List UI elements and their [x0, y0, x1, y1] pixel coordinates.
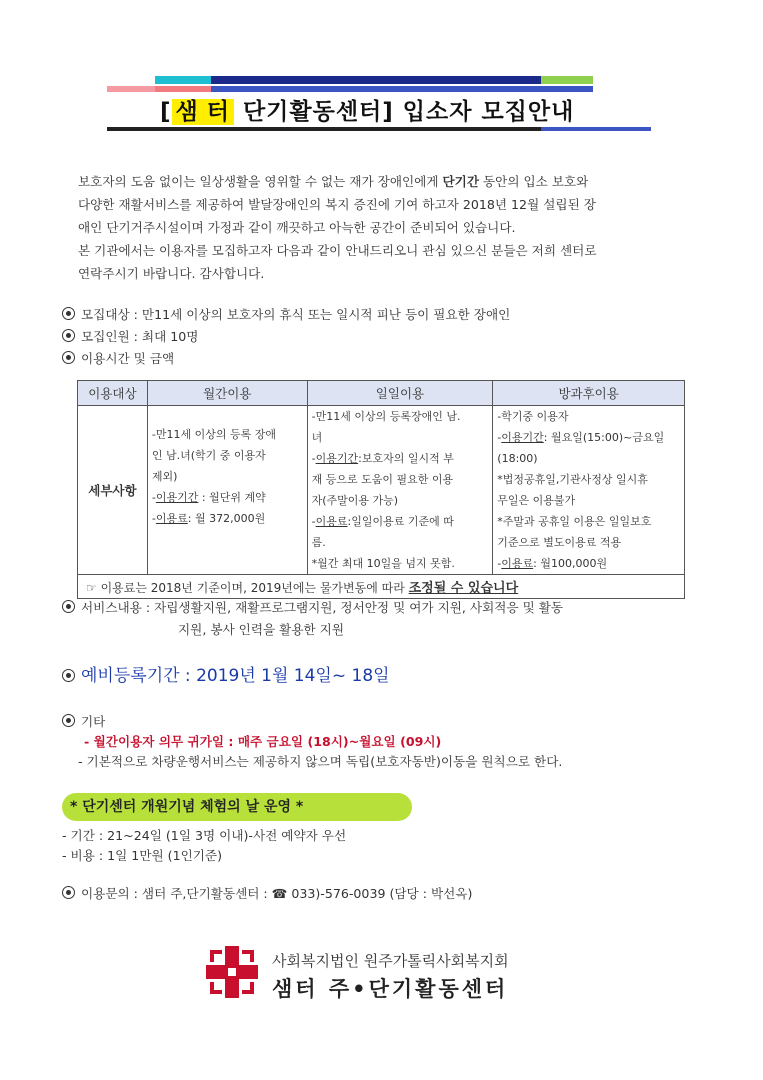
- bullet-etc: 기타: [62, 712, 105, 732]
- bullet-services: 서비스내용 : 자립생활지원, 재활프로그램지원, 정서안정 및 여가 지원, 사회적응 및 활동: [62, 598, 563, 618]
- bullet-icon: [62, 351, 75, 364]
- bullet-icon: [62, 714, 75, 727]
- daily-cell: -만11세 이상의 등록장애인 남. 녀 -이용기간:보호자의 일시적 부 재 등으로 도움이 필요한 이용 자(주말이용 가능) -이용료:일일이용료 기준에 따 름. *월간 최대 10일을 넘지 못함.: [307, 406, 493, 575]
- intro-paragraph: 보호자의 도움 없이는 일상생활을 영위할 수 없는 재가 장애인에게 단기간 동안의 입소 보호와 다양한 재활서비스를 제공하여 발달장애인의 복지 증진에 기여 하고자 2018년 12월 설립된 장 애인 단기거주시설이며 가정과 같이 깨끗하고 아늑한 공간이 준비되어 있습니다. 본 기관에서는 이용자를 모집하고자 다음과 같이 안내드리오니 관심 있으신 분들은 저희 센터로 연락주시기 바랍니다. 감사합니다.: [78, 174, 597, 281]
- bullet-target: 모집대상 : 만11세 이상의 보호자의 휴식 또는 일시적 피난 등이 필요한 장애인: [62, 305, 510, 325]
- header-bar-top-green: [541, 76, 593, 84]
- title-highlight-2: 터: [203, 99, 234, 125]
- header-cell: 일일이용: [307, 381, 493, 406]
- header-bar-top-cyan: [155, 76, 211, 84]
- bullet-icon: [62, 600, 75, 613]
- header-bar-mid-blue: [211, 86, 593, 92]
- caritas-logo-icon: [206, 946, 258, 998]
- header-bar-bottom-blue: [541, 127, 651, 131]
- event-cost: - 비용 : 1일 1만원 (1인기준): [62, 848, 222, 863]
- table-note: ☞ 이용료는 2018년 기준이며, 2019년에는 물가변동에 따라 조정될 수 있습니다: [78, 575, 685, 599]
- contact-line: 이용문의 : 샘터 주,단기활동센터 : ☎ 033)-576-0039 (담당 : 박선옥): [62, 884, 472, 904]
- bullet-hours: 이용시간 및 금액: [62, 349, 174, 369]
- bullet-count: 모집인원 : 최대 10명: [62, 327, 198, 347]
- services-line2: 지원, 봉사 인력을 활용한 지원: [178, 622, 345, 637]
- bullet-icon: [62, 329, 75, 342]
- title-highlight-1: 샘: [172, 99, 203, 125]
- bullet-icon: [62, 669, 75, 682]
- after-school-cell: -학기중 이용자 -이용기간: 월요일(15:00)~금요일 (18:00) *법정공휴일,기관사정상 일시휴 무일은 이용불가 *주말과 공휴일 이용은 일일보호 기준으로 별도이용료 적용 -이용료: 월100,000원: [493, 406, 685, 575]
- event-period: - 기간 : 21~24일 (1일 3명 이내)-사전 예약자 우선: [62, 828, 347, 843]
- header-bar-left-pink: [107, 86, 155, 92]
- org-name: 사회복지법인 원주가톨릭사회복지회: [272, 952, 509, 970]
- header-cell: 월간이용: [147, 381, 307, 406]
- prereg-period: 예비등록기간 : 2019년 1월 14일~ 18일: [62, 664, 390, 688]
- event-banner: * 단기센터 개원기념 체험의 날 운영 *: [62, 793, 412, 821]
- header-cell: 이용대상: [78, 381, 148, 406]
- header-cell: 방과후이용: [493, 381, 685, 406]
- header-bar-mid-red: [155, 86, 211, 92]
- center-name: 샘터 주•단기활동센터: [272, 977, 509, 1001]
- bullet-icon: [62, 886, 75, 899]
- etc-return-day: - 월간이용자 의무 귀가일 : 매주 금요일 (18시)~월요일 (09시): [84, 734, 442, 749]
- page-title: [ 샘 터 단기활동센터] 입소자 모집안내: [160, 99, 575, 125]
- fee-table: [77, 380, 685, 599]
- header-bar-top-navy: [211, 76, 541, 84]
- subject-cell: 세부사항: [78, 406, 148, 575]
- etc-transport: - 기본적으로 차량운행서비스는 제공하지 않으며 독립(보호자동반)이동을 원칙으로 한다.: [78, 754, 563, 769]
- bullet-icon: [62, 307, 75, 320]
- header-bar-bottom-black: [107, 127, 541, 131]
- monthly-cell: -만11세 이상의 등록 장애 인 남.녀(학기 중 이용자 제외) -이용기간 : 월단위 계약 -이용료: 월 372,000원: [147, 406, 307, 575]
